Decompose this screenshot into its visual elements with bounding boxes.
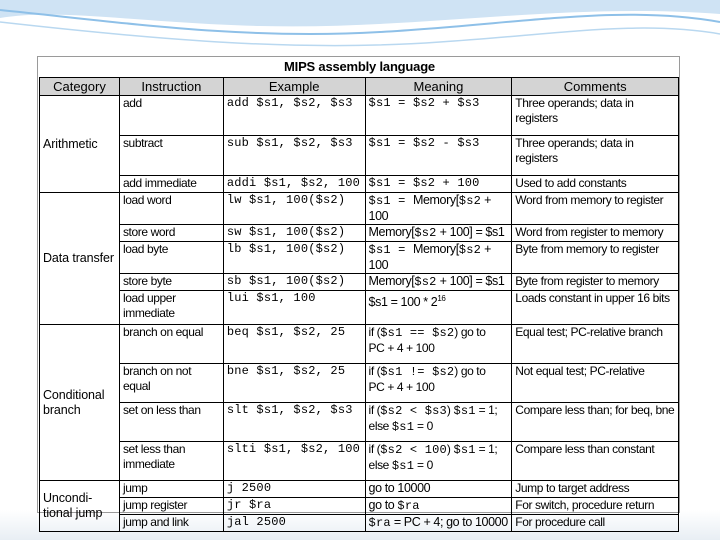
example-cell: sw $s1, 100($s2)	[223, 225, 365, 242]
instruction-cell: add immediate	[119, 176, 223, 193]
example-cell: sb $s1, 100($s2)	[223, 274, 365, 291]
instruction-cell: jump and link	[119, 515, 223, 532]
table-row	[40, 176, 679, 193]
example-cell: bne $s1, $s2, 25	[223, 364, 365, 403]
table-row	[40, 242, 679, 274]
category-data-transfer: Data transfer	[40, 193, 120, 325]
comment-cell: Byte from memory to register	[512, 242, 679, 274]
example-cell: sub $s1, $s2, $s3	[223, 136, 365, 176]
example-cell: slti $s1, $s2, 100	[223, 442, 365, 481]
table-row	[40, 442, 679, 481]
table-row	[40, 225, 679, 242]
example-cell: lw $s1, 100($s2)	[223, 193, 365, 225]
instruction-cell: store byte	[119, 274, 223, 291]
meaning-cell: if ($s2 < $s3) $s1 = 1; else $s1 = 0	[365, 403, 512, 442]
table-title: MIPS assembly language	[284, 59, 435, 74]
comment-cell: Not equal test; PC-relative	[512, 364, 679, 403]
comment-cell: For switch, procedure return	[512, 498, 679, 515]
instruction-cell: set on less than	[119, 403, 223, 442]
comment-cell: For procedure call	[512, 515, 679, 532]
meaning-cell: go to $ra	[365, 498, 512, 515]
table-row	[40, 498, 679, 515]
instruction-cell: jump register	[119, 498, 223, 515]
table-row	[40, 325, 679, 364]
instruction-cell: load word	[119, 193, 223, 225]
meaning-cell: $s1 = $100 * 2^{16}$	[365, 291, 512, 325]
comment-cell: Used to add constants	[512, 176, 679, 193]
meaning-cell: if ($s2 < 100) $s1 = 1; else $s1 = 0	[365, 442, 512, 481]
comment-cell: Loads constant in upper 16 bits	[512, 291, 679, 325]
instruction-cell: load byte	[119, 242, 223, 274]
example-cell: lui $s1, 100	[223, 291, 365, 325]
example-cell: beq $s1, $s2, 25	[223, 325, 365, 364]
table-row	[40, 403, 679, 442]
instruction-cell: set less than immediate	[119, 442, 223, 481]
table-row	[40, 291, 679, 325]
instruction-cell: store word	[119, 225, 223, 242]
table-row	[40, 193, 679, 225]
instruction-cell: load upper immediate	[119, 291, 223, 325]
table-row	[40, 96, 679, 136]
comment-cell: Word from memory to register	[512, 193, 679, 225]
table-row	[40, 274, 679, 291]
meaning-cell: $ra = PC + 4; go to 10000	[365, 515, 512, 532]
comment-cell: Compare less than; for beq, bne	[512, 403, 679, 442]
example-cell: j 2500	[223, 481, 365, 498]
meaning-cell: if ($s1 == $s2) go to PC + 4 + 100	[365, 325, 512, 364]
instruction-cell: jump	[119, 481, 223, 498]
meaning-cell: if ($s1 != $s2) go to PC + 4 + 100	[365, 364, 512, 403]
category-unconditional-jump: Uncondi- tional jump	[40, 481, 120, 532]
header-example: Example	[223, 78, 365, 96]
example-cell: add $s1, $s2, $s3	[223, 96, 365, 136]
instruction-cell: subtract	[119, 136, 223, 176]
comment-cell: Three operands; data in registers	[512, 96, 679, 136]
example-cell: addi $s1, $s2, 100	[223, 176, 365, 193]
meaning-cell: $s1 = $s2 + 100	[365, 176, 512, 193]
category-conditional-branch: Conditional branch	[40, 325, 120, 481]
table-row	[40, 515, 679, 532]
comment-cell: Three operands; data in registers	[512, 136, 679, 176]
table-row	[40, 481, 679, 498]
comment-cell: Byte from register to memory	[512, 274, 679, 291]
comment-cell: Compare less than constant	[512, 442, 679, 481]
comment-cell: Word from register to memory	[512, 225, 679, 242]
meaning-cell: $s1 = $s2 + $s3	[365, 96, 512, 136]
instruction-cell: branch on equal	[119, 325, 223, 364]
header-comments: Comments	[512, 78, 679, 96]
example-cell: jal 2500	[223, 515, 365, 532]
instruction-cell: add	[119, 96, 223, 136]
header-instruction: Instruction	[119, 78, 223, 96]
meaning-cell: Memory[$s2 + 100] = $s1	[365, 274, 512, 291]
table-row	[40, 136, 679, 176]
mips-instruction-table	[39, 77, 679, 532]
meaning-cell: $s1 = $s2 - $s3	[365, 136, 512, 176]
example-cell: slt $s1, $s2, $s3	[223, 403, 365, 442]
table-row	[40, 364, 679, 403]
mips-table-sheet	[37, 56, 680, 530]
instruction-cell: branch on not equal	[119, 364, 223, 403]
meaning-cell: go to 10000	[365, 481, 512, 498]
meaning-cell: $s1 = Memory[$s2 + 100	[365, 242, 512, 274]
header-category: Category	[40, 78, 120, 96]
header-row	[40, 78, 679, 96]
example-cell: lb $s1, 100($s2)	[223, 242, 365, 274]
header-meaning: Meaning	[365, 78, 512, 96]
example-cell: jr $ra	[223, 498, 365, 515]
comment-cell: Jump to target address	[512, 481, 679, 498]
meaning-cell: $s1 = Memory[$s2 + 100	[365, 193, 512, 225]
category-arithmetic: Arithmetic	[40, 96, 120, 193]
meaning-cell: Memory[$s2 + 100] = $s1	[365, 225, 512, 242]
comment-cell: Equal test; PC-relative branch	[512, 325, 679, 364]
